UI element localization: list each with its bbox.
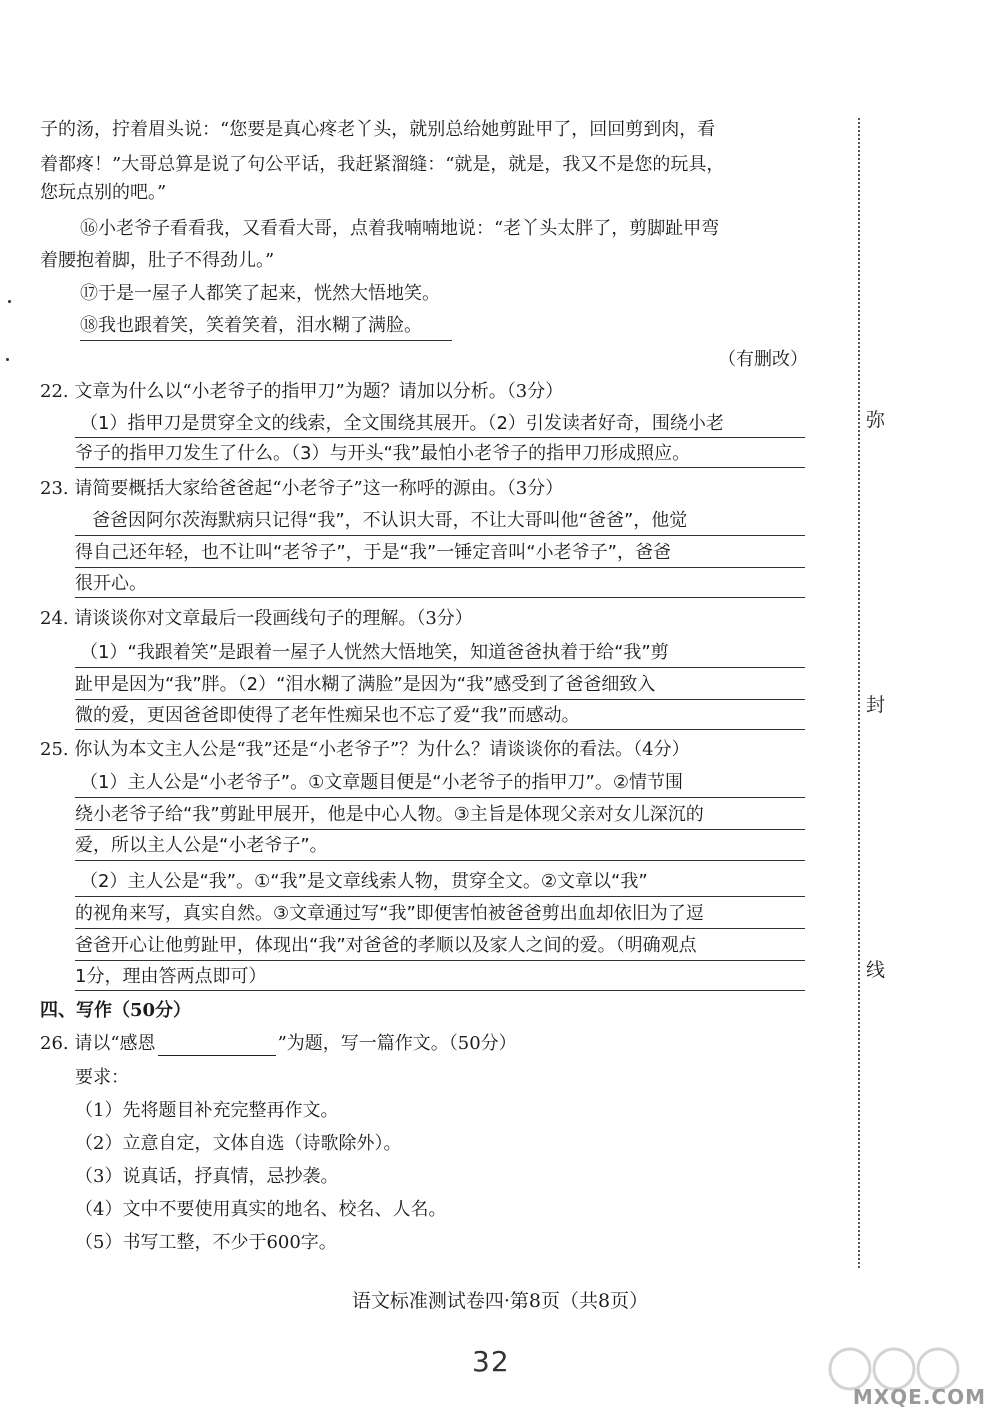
answer-rule [75, 699, 805, 700]
question-24: 24. 请谈谈你对文章最后一段画线句子的理解。（3分） [40, 608, 473, 629]
requirements-title: 要求： [75, 1067, 129, 1088]
answer-rule [75, 829, 805, 830]
answer-rule [75, 667, 805, 668]
passage-line: 着都疼！”大哥总算是说了句公平话，我赶紧溜缝：“就是，就是，我又不是您的玩具， [40, 154, 725, 175]
handwritten-page-number: 32 [472, 1345, 510, 1378]
binding-char: 弥 [866, 409, 886, 431]
answer-rule [75, 467, 805, 468]
answer-line: 微的爱，更因爸爸即使得了老年性痴呆也不忘了爱“我”而感动。 [75, 705, 580, 726]
question-26-prefix: 26. 请以“感恩 [40, 1033, 156, 1054]
answer-line: 1分，理由答两点即可） [75, 966, 267, 987]
answer-rule [75, 567, 805, 568]
answer-line: 得自己还年轻，也不让叫“老爷子”，于是“我”一锤定音叫“小老爷子”，爸爸 [75, 542, 671, 563]
passage-line: ⑯小老爷子看看我，又看看大哥，点着我喃喃地说：“老丫头太胖了，剪脚趾甲弯 [80, 218, 720, 239]
title-blank [158, 1037, 276, 1056]
requirement-item: （1）先将题目补充完整再作文。 [75, 1100, 339, 1121]
scan-speck [6, 358, 9, 361]
passage-line: ⑰于是一屋子人都笑了起来，恍然大悟地笑。 [80, 283, 440, 304]
answer-line: 趾甲是因为“我”胖。（2）“泪水糊了满脸”是因为“我”感受到了爸爸细致入 [75, 674, 656, 695]
question-26 [40, 1032, 517, 1056]
answer-rule [75, 860, 805, 861]
answer-line: （1）指甲刀是贯穿全文的线索，全文围绕其展开。（2）引发读者好奇，围绕小老 [80, 413, 724, 434]
answer-line: （1）“我跟着笑”是跟着一屋子人恍然大悟地笑，知道爸爸执着于给“我”剪 [80, 642, 669, 663]
answer-line: 爱，所以主人公是“小老爷子”。 [75, 835, 328, 856]
watermark-text: MXQE.COM [852, 1385, 986, 1409]
passage-line: 着腰抱着脚，肚子不得劲儿。” [40, 250, 275, 271]
page-footer: 语文标准测试卷四·第8页（共8页） [351, 1290, 649, 1312]
answer-rule [75, 960, 805, 961]
answer-rule [75, 896, 805, 897]
answer-line: 的视角来写，真实自然。③文章通过写“我”即便害怕被爸爸剪出血却依旧为了逗 [75, 903, 704, 924]
answer-line: 很开心。 [75, 573, 147, 594]
requirement-item: （5）书写工整，不少于600字。 [75, 1232, 337, 1253]
answer-rule [75, 928, 805, 929]
answer-line: （1）主人公是“小老爷子”。①文章题目便是“小老爷子的指甲刀”。②情节围 [80, 772, 684, 793]
requirement-item: （2）立意自定，文体自选（诗歌除外）。 [75, 1133, 402, 1154]
question-23: 23. 请简要概括大家给爸爸起“小老爷子”这一称呼的源由。（3分） [40, 478, 564, 499]
answer-rule [75, 597, 805, 598]
answer-rule [75, 437, 805, 438]
answer-rule [75, 797, 805, 798]
requirement-item: （3）说真话，抒真情，忌抄袭。 [75, 1166, 339, 1187]
answer-rule [75, 729, 805, 730]
answer-line: 爸爸因阿尔茨海默病只记得“我”，不认识大哥，不让大哥叫他“爸爸”，他觉 [92, 510, 688, 531]
question-26-suffix: ”为题，写一篇作文。（50分） [277, 1033, 517, 1054]
source-note: （有删改） [718, 349, 808, 370]
section-title: 四、写作（50分） [40, 1000, 192, 1021]
scan-speck [8, 300, 11, 303]
answer-line: 爷子的指甲刀发生了什么。（3）与开头“我”最怕小老爷子的指甲刀形成照应。 [75, 443, 691, 464]
binding-char: 线 [866, 959, 886, 981]
answer-line: 爸爸开心让他剪趾甲，体现出“我”对爸爸的孝顺以及家人之间的爱。（明确观点 [75, 935, 697, 956]
answer-line: （2）主人公是“我”。①“我”是文章线索人物，贯穿全文。②文章以“我” [80, 871, 648, 892]
question-25: 25. 你认为本文主人公是“我”还是“小老爷子”？为什么？请谈谈你的看法。（4分） [40, 739, 690, 760]
sentence-underline [80, 340, 452, 341]
answer-line: 绕小老爷子给“我”剪趾甲展开，他是中心人物。③主旨是体现父亲对女儿深沉的 [75, 804, 704, 825]
passage-line: 您玩点别的吧。” [40, 182, 167, 203]
underlined-sentence: ⑱我也跟着笑，笑着笑着，泪水糊了满脸。 [80, 315, 422, 336]
answer-rule [75, 990, 805, 991]
question-22: 22. 文章为什么以“小老爷子的指甲刀”为题？请加以分析。（3分） [40, 381, 564, 402]
binding-char: 封 [866, 694, 886, 716]
binding-dotted-line [858, 118, 860, 1268]
requirement-item: （4）文中不要使用真实的地名、校名、人名。 [75, 1199, 447, 1220]
passage-line: 子的汤，拧着眉头说：“您要是真心疼老丫头，就别总给她剪趾甲了，回回剪到肉，看 [40, 119, 716, 140]
answer-rule [75, 535, 805, 536]
